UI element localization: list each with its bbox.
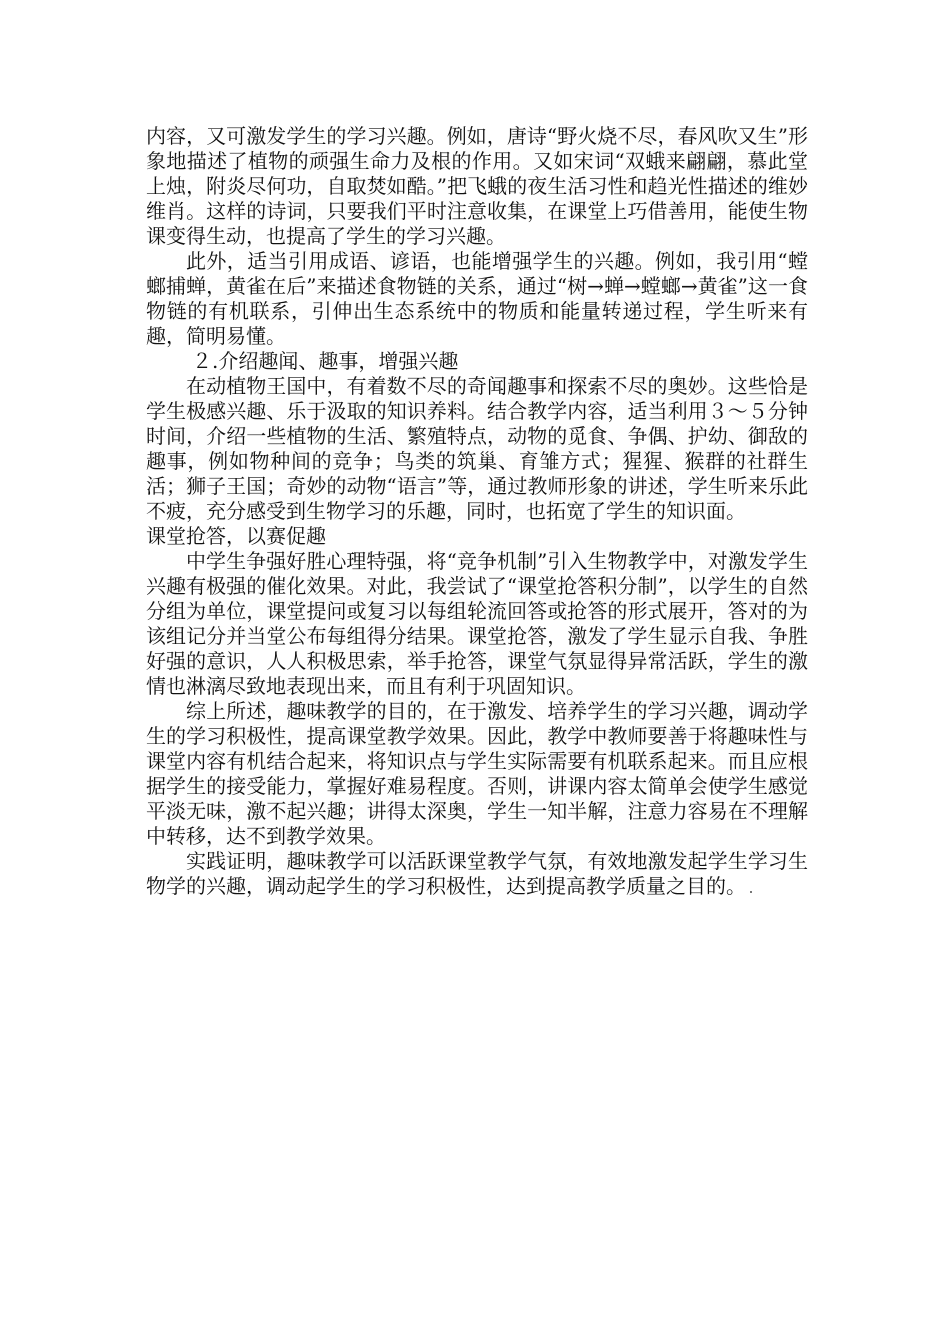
paragraph-quiz: 中学生争强好胜心理特强，将“竞争机制”引入生物教学中，对激发学生兴趣有极强的催化效果。对此，我尝试了“课堂抢答积分制”，以学生的自然分组为单位，课堂提问或复习以每组轮流回答或抢答的形式展开，答对的为该组记分并当堂公布每组得分结果。课堂抢答，激发了学生显示自我、争胜好强的意识，人人积极思索，举手抢答，课堂气氛显得异常活跃，学生的激情也淋漓尽致地表现出来，而且有利于巩固知识。 (146, 549, 808, 698)
paragraph-anecdotes: 在动植物王国中，有着数不尽的奇闻趣事和探索不尽的奥妙。这些恰是学生极感兴趣、乐于汲取的知识养料。结合教学内容，适当利用３～５分钟时间，介绍一些植物的生活、繁殖特点，动物的觅食、争偶、护幼、御敌的趣事，例如物种间的竞争；鸟类的筑巢、育雏方式；猩猩、猴群的社群生活；狮子王国；奇妙的动物“语言”等，通过教师形象的讲述，学生听来乐此不疲，充分感受到生物学习的乐趣，同时，也拓宽了学生的知识面。 (146, 374, 808, 523)
section-heading-anecdotes: ２.介绍趣闻、趣事，增强兴趣 (192, 349, 459, 373)
conclusion-text: 实践证明，趣味教学可以活跃课堂教学气氛，有效地激发起学生学习生物学的兴趣，调动起学生的学习积极性，达到提高教学质量之目的。 (146, 849, 808, 898)
paragraph-idioms: 此外，适当引用成语、谚语，也能增强学生的兴趣。例如，我引用“螳螂捕蝉，黄雀在后”来描述食物链的关系，通过“树→蝉→螳螂→黄雀”这一食物链的有机联系，引伸出生态系统中的物质和能量转递过程，学生听来有趣，简明易懂。 (146, 249, 808, 348)
paragraph-summary: 综上所述，趣味教学的目的，在于激发、培养学生的学习兴趣，调动学生的学习积极性，提高课堂教学效果。因此，教学中教师要善于将趣味性与课堂内容有机结合起来，将知识点与学生实际需要有机联系起来。而且应根据学生的接受能力，掌握好难易程度。否则，讲课内容太简单会使学生感觉平淡无味，激不起兴趣；讲得太深奥，学生一知半解，注意力容易在不理解中转移，达不到教学效果。 (146, 699, 808, 848)
document-page (146, 124, 808, 899)
section-heading-quiz: 课堂抢答，以赛促趣 (146, 524, 326, 548)
paragraph-conclusion (146, 849, 808, 899)
end-mark (750, 891, 752, 893)
paragraph-continued: 内容，又可激发学生的学习兴趣。例如，唐诗“野火烧不尽，春风吹又生”形象地描述了植物的顽强生命力及根的作用。又如宋词“双蛾来翩翩，慕此堂上烛，附炎尽何功，自取焚如酷。”把飞蛾的夜生活习性和趋光性描述的维妙维肖。这样的诗词，只要我们平时注意收集，在课堂上巧借善用，能使生物课变得生动，也提高了学生的学习兴趣。 (146, 124, 808, 248)
